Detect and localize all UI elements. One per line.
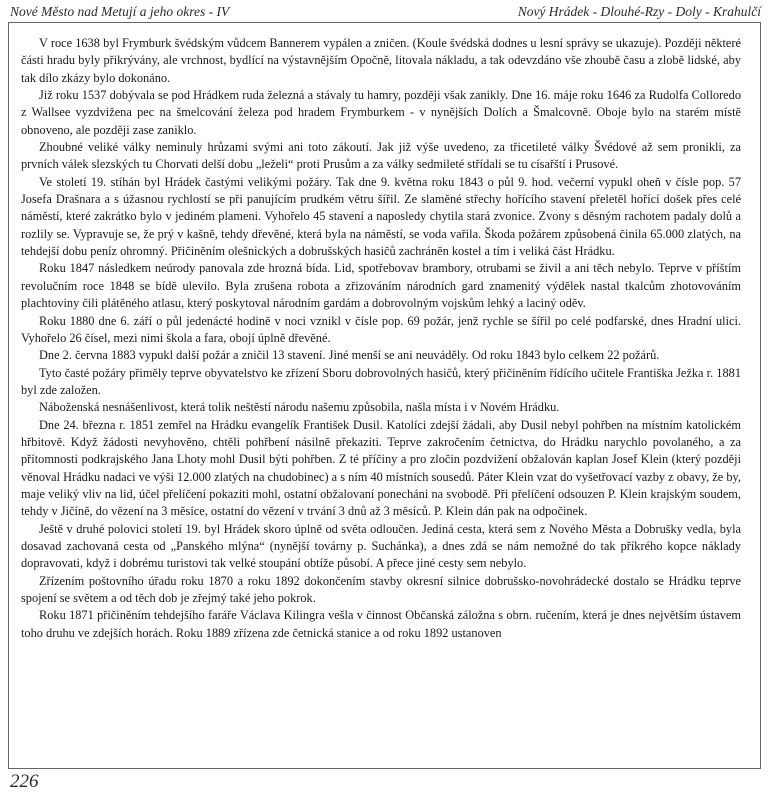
paragraph-4: Ve století 19. stíhán byl Hrádek častými velikými požáry. Tak dne 9. května roku 1843 o půl 9. hod. večerní vypukl oheň v čísle pop. 57 Josefa Drašnara a s úžasnou rychlostí se při panujícím prudkém větru šířil. Ze slaměné střechy hořícího stavení přeletěl hořící došek přes celé náměstí, které zakrátko bylo v jediném plameni. Vyhořelo 45 stavení a naposledy chytila stará zvonice. Zvony s děsným rachotem padaly dolů a rozlily se. Vypravuje se, že prý v kašně, tehdy dřevěné, která byla na náměstí, se voda vařila. Škoda požárem způsobená činila 65.000 zlatých, na tehdejší dobu peníz ohromný. Přičiněním olešnických a dobrušských hasičů zachráněn kostel a tím i veliká část Hrádku. [21, 174, 741, 259]
paragraph-12: Zřízením poštovního úřadu roku 1870 a roku 1892 dokončením stavby okresní silnice dobrušsko-novohrádecké dostalo se Hrádku teprve spojení se světem a od těch dob je zřejmý také jeho pokrok. [21, 573, 741, 605]
paragraph-10: Dne 24. března r. 1851 zemřel na Hrádku evangelík František Dusil. Katolíci zdejší žádali, aby Dusil nebyl pohřben na místním katolickém hřbitově. Když žádosti nevyhověno, chtěli pohřbení násilně překaziti. Teprve zakročením četnictva, do Hrádku narychlo povolaného, a za přítomnosti podkrajského Jana Lhoty mohl Dusil býti pohřben. Z té příčiny a pro zločin pozdvižení obžalován kaplan Josef Klein (který později věnoval Hrádku nadaci ve výši 12.000 zlatých na chudobinec) a s ním 40 místních sousedů. Páter Klein vzat do vyšetřovací vazby z obavy, že by, maje veliký vliv na lid, účel přelíčení pokaziti mohl, ostatní obžalovaní ponecháni na svobodě. Při přelíčení odsouzen P. Klein krajským soudem, tehdy v Jičíně, do vězení na 3 měsíce, ostatní do vězení v trvání 3 dnů až 3 měsíců. P. Klein dán pak na odpočinek. [21, 417, 741, 519]
paragraph-6: Roku 1880 dne 6. září o půl jedenácté hodině v noci vznikl v čísle pop. 69 požár, jenž rychle se šířil po celé podfarské, dnes Hradní ulici. Vyhořelo 26 čísel, mezi nimi škola a fara, obojí úplně dřevěné. [21, 313, 741, 345]
header-left-title: Nové Město nad Metují a jeho okres - IV [10, 4, 230, 19]
paragraph-3: Zhoubné veliké války neminuly hrůzami svými ani toto zákoutí. Jak již výše uvedeno, za třicetileté války Švédové až sem pronikli, za prvních válek slezských tu Chorvati delší dobu „leželi“ proti Prusům a za války sedmileté střídali se tu císařští i Prusové. [21, 140, 741, 172]
header-right-title: Nový Hrádek - Dlouhé-Rzy - Doly - Krahulčí [517, 4, 761, 19]
paragraph-9: Náboženská nesnášenlivost, která tolik neštěstí národu našemu způsobila, našla místa i v Novém Hrádku. [39, 400, 560, 415]
running-header [10, 4, 765, 22]
paragraph-7: Dne 2. června 1883 vypukl další požár a zničil 13 stavení. Jiné menší se ani neuváděly. Od roku 1843 bylo celkem 22 požárů. [39, 348, 660, 363]
paragraph-11: Ještě v druhé polovici století 19. byl Hrádek skoro úplně od světa odloučen. Jediná cesta, která sem z Nového Města a Dobrušky vedla, byla dosavad zachovaná cesta od „Panského mlýna“ (nynější továrny p. Suchánka), a dnes zdá se nám nemožné do tak příkrého kopce náklady dopravovati, když i dobrému turistovi tak velké stoupání obtíže působí. A přece jiné cesty sem nebylo. [21, 521, 741, 571]
paragraph-8: Tyto časté požáry přiměly teprve obyvatelstvo ke zřízení Sboru dobrovolných hasičů, který přičiněním řídícího učitele Františka Ježka r. 1881 byl zde založen. [21, 365, 741, 397]
page-number: 226 [10, 771, 39, 792]
paragraph-1: V roce 1638 byl Frymburk švédským vůdcem Bannerem vypálen a zničen. (Koule švédská dodnes u lesní správy se ukazuje). Později některé části hradu byly přikrývány, ale vrchnost, bydlící na výstavnějším Opočně, litovala nákladu, a tak odevzdáno vše zhoubě času a zlobě lidské, aby tak dílo zkázy bylo dokonáno. [21, 36, 741, 85]
paragraph-2: Již roku 1537 dobývala se pod Hrádkem ruda železná a stávaly tu hamry, později však zanikly. Dne 16. máje roku 1646 za Rudolfa Colloredo z Wallsee vyzdvižena pec na šmelcování železa pod hradem Frymburkem - v nynějších Dolích a Šmalcovně. Oboje bylo na starém místě obnoveno, ale později zase zaniklo. [21, 88, 741, 137]
paragraph-5: Roku 1847 následkem neúrody panovala zde hrozná bída. Lid, spotřebovav brambory, otrubami se živil a ani těch nebylo. Teprve v příštím revolučním roce 1848 se bídě ulevilo. Byla zrušena robota a zřizováním národních gard znamenitý výdělek nastal tkalcům zhotovováním plachtoviny čili plátěného atlasu, který poskytoval národním gardám a dobrovolným vojskům lehký a laciný oděv. [21, 261, 741, 311]
paragraph-13: Roku 1871 přičiněním tehdejšího faráře Václava Kilingra vešla v činnost Občanská záložna s obrn. ručením, která je dnes největším ústavem toho druhu ve zdejších horách. Roku 1889 zřízena zde četnická stanice a od roku 1892 ustanoven [21, 608, 741, 640]
body-text [21, 35, 741, 642]
